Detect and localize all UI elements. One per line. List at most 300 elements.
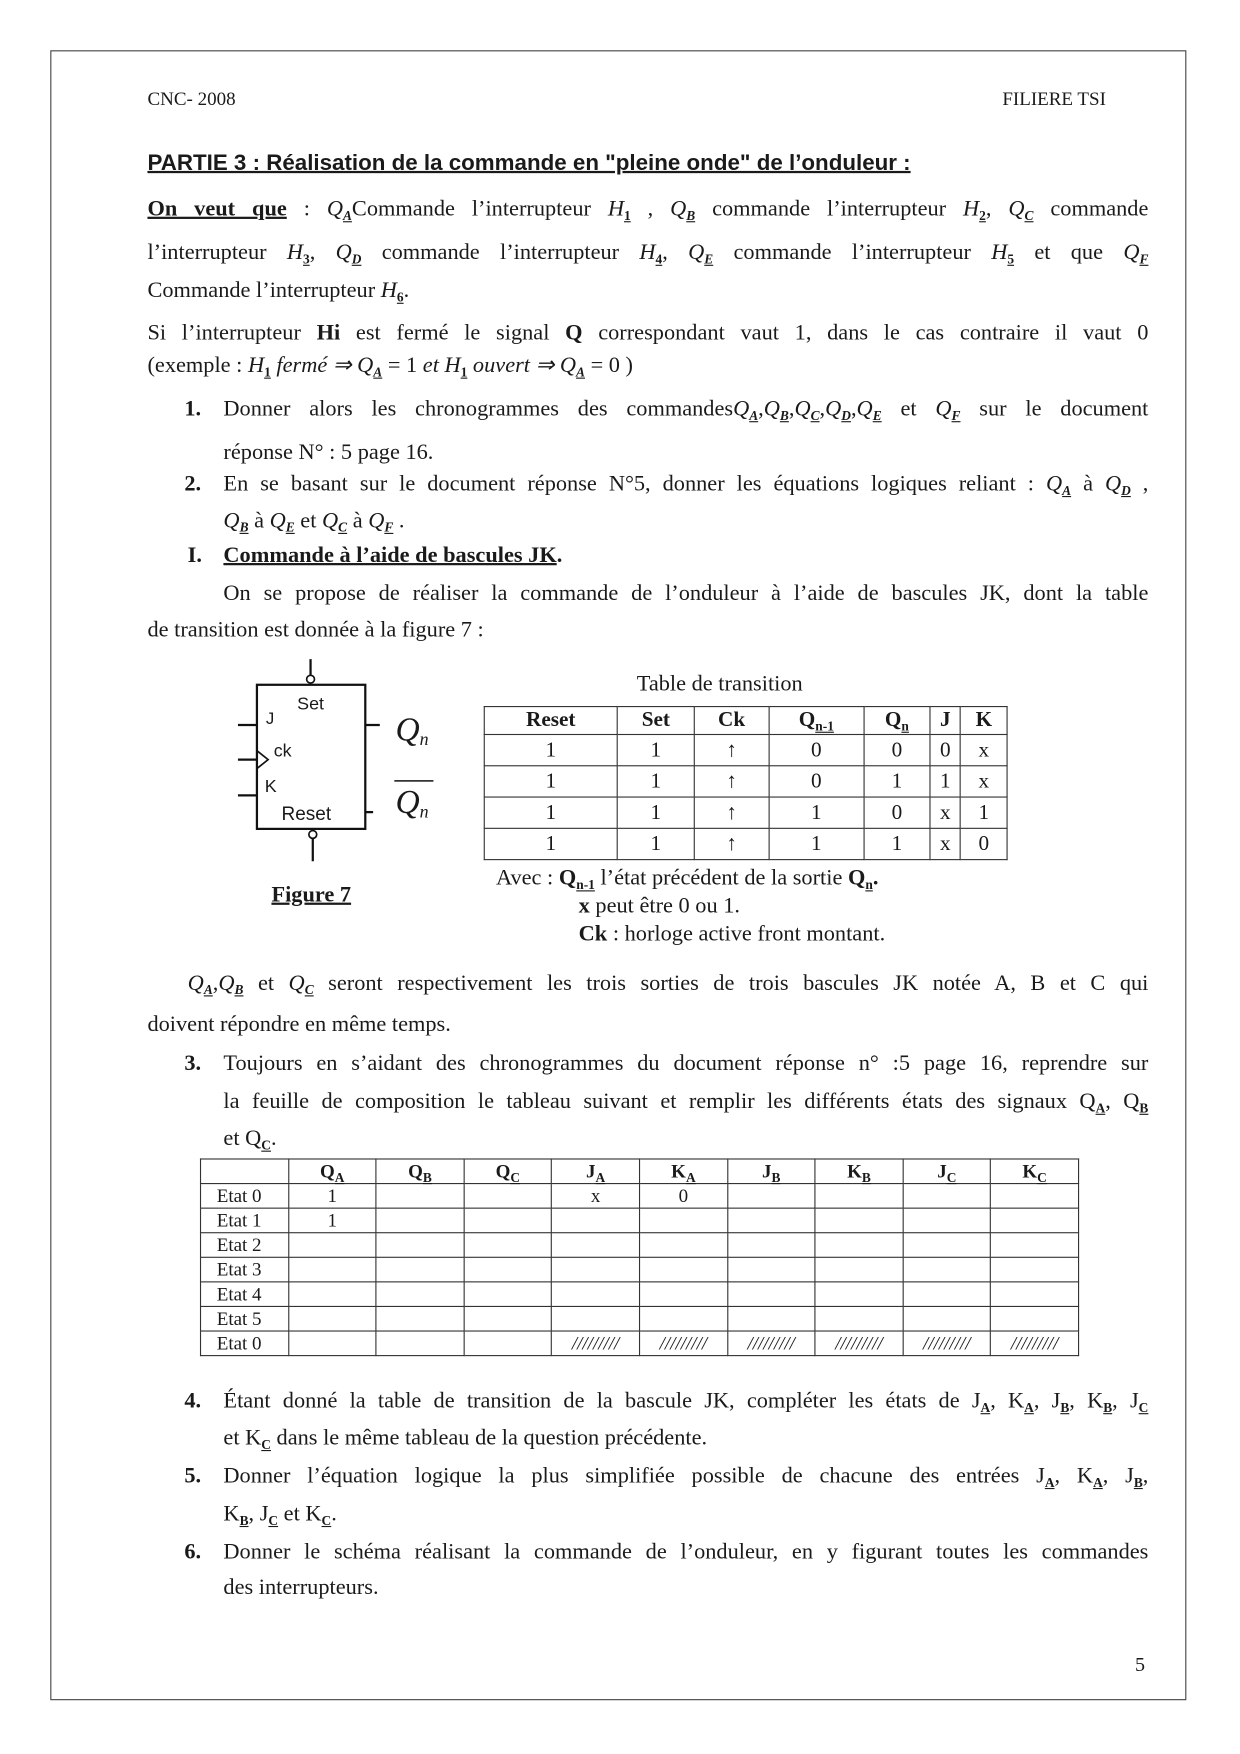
table-cell <box>640 1257 728 1282</box>
text-run: commande l’interrupteur <box>695 196 964 222</box>
text-run: Donner alors les chronogrammes des commandes <box>223 396 734 422</box>
text-run: Q <box>368 508 385 533</box>
text-run: Q <box>319 1160 335 1182</box>
text-run: réponse N° : 5 page 16. <box>223 440 434 465</box>
j-pin-label: J <box>265 709 275 729</box>
text-run: C <box>810 407 820 424</box>
text-run: . <box>872 865 879 891</box>
table-cell: 1 <box>288 1208 376 1233</box>
para-line <box>147 617 483 644</box>
text-run: E <box>285 519 295 536</box>
table-cell <box>727 1233 815 1258</box>
text-run: K <box>223 1501 240 1526</box>
text-run: Q <box>670 196 687 222</box>
table-cell <box>552 1208 640 1233</box>
text-run: B <box>1133 1474 1143 1491</box>
text-run: Q <box>495 1160 511 1182</box>
text-run: Q <box>223 508 240 533</box>
table-cell: ↑ <box>694 797 768 828</box>
table-cell <box>464 1306 552 1331</box>
table-cell <box>288 1282 376 1307</box>
row-label: Etat 1 <box>201 1208 289 1233</box>
text-run: et K <box>223 1425 262 1450</box>
text-run: Q <box>825 396 842 422</box>
ck-pin-label: ck <box>273 741 292 761</box>
column-header <box>640 1159 728 1184</box>
text-run: de transition est donnée à la figure 7 : <box>147 617 484 643</box>
text-run: , <box>212 970 219 996</box>
table-cell: 1 <box>864 766 930 797</box>
table-cell <box>464 1184 552 1209</box>
text-run: B <box>422 1169 432 1185</box>
text-run: B <box>686 207 696 224</box>
column-header <box>617 707 694 735</box>
table-cell <box>815 1257 903 1282</box>
text-run: l’interrupteur <box>147 240 287 265</box>
para-line <box>147 239 1148 266</box>
table-cell: 1 <box>617 828 694 859</box>
text-run: , <box>662 240 689 265</box>
text-run: = 1 <box>382 353 423 378</box>
text-run: H <box>607 196 624 222</box>
text-run: E <box>872 407 882 424</box>
table-header-row <box>484 707 1007 735</box>
question-2 <box>223 470 1148 497</box>
table-cell <box>903 1306 991 1331</box>
table-cell: ///////// <box>552 1331 640 1356</box>
text-run: , <box>985 196 1009 222</box>
text-run: , K <box>990 1388 1025 1414</box>
text-run: En se basant sur le document réponse N°5, donner les équations logiques reliant : <box>223 471 1046 496</box>
text-run: Q <box>935 396 952 422</box>
text-run: n-1 <box>576 876 595 893</box>
text-run: Q <box>1104 471 1122 496</box>
table-row <box>484 797 1007 828</box>
question-number: 6. <box>184 1539 202 1564</box>
text-run: B <box>1060 1399 1070 1416</box>
table-cell: ///////// <box>640 1331 728 1356</box>
table-cell <box>727 1208 815 1233</box>
table-cell: 1 <box>930 766 961 797</box>
text-run: Q <box>1045 471 1063 496</box>
row-label: Etat 0 <box>201 1331 289 1356</box>
text-run: B <box>1139 1100 1149 1116</box>
text-run: . <box>403 278 410 303</box>
text-run: Donner le schéma réalisant la commande de l’onduleur, en y figurant toutes les commandes <box>223 1539 1149 1564</box>
question-4 <box>223 1387 1148 1414</box>
text-run: Q <box>1008 196 1025 222</box>
table-cell <box>903 1282 991 1307</box>
table-cell <box>376 1282 464 1307</box>
table-header-row <box>201 1159 1079 1184</box>
k-pin-label: K <box>264 777 277 797</box>
table-row <box>201 1257 1079 1282</box>
text-run: Q <box>269 508 286 533</box>
table-row <box>484 766 1007 797</box>
table-cell: ↑ <box>694 734 768 765</box>
table-cell: 0 <box>864 797 930 828</box>
text-run: Q <box>335 240 352 265</box>
text-run: et <box>294 508 323 533</box>
text-run: C <box>321 1512 332 1529</box>
question-5 <box>223 1500 336 1527</box>
text-run: , J <box>1102 1463 1134 1488</box>
section-number: I. <box>187 542 202 568</box>
text-run: l’état précédent de la sortie <box>594 865 848 891</box>
text-run: commande <box>1033 196 1149 222</box>
table-cell <box>288 1306 376 1331</box>
states-table <box>200 1158 1079 1356</box>
table-cell <box>991 1257 1079 1282</box>
column-header <box>552 1159 640 1184</box>
text-run: Q <box>322 508 339 533</box>
text-run: A <box>1095 1100 1106 1116</box>
table-cell <box>640 1282 728 1307</box>
table-cell: 0 <box>961 828 1007 859</box>
text-run: commande l’interrupteur <box>713 240 992 265</box>
table-cell: 1 <box>484 766 617 797</box>
para-line <box>147 1011 450 1038</box>
para-line <box>147 195 1148 222</box>
question-number: 5. <box>184 1463 202 1488</box>
text-run: des interrupteurs. <box>223 1575 379 1600</box>
text-run: Q <box>218 970 235 996</box>
column-header <box>769 707 864 735</box>
table-row <box>201 1331 1079 1356</box>
column-header <box>815 1159 903 1184</box>
text-run: peut être 0 ou 1. <box>589 893 740 919</box>
text-run: C <box>304 981 314 998</box>
text-run: (exemple : <box>147 353 248 378</box>
table-cell: x <box>930 797 961 828</box>
text-run: à <box>347 508 369 533</box>
legend-line <box>579 893 740 920</box>
table-cell <box>815 1208 903 1233</box>
text-run: Commande à l’aide de bascules JK <box>223 542 557 568</box>
text-run: A <box>1044 1474 1055 1491</box>
para-line <box>147 277 409 304</box>
table-cell <box>991 1208 1079 1233</box>
text-run: , J <box>1033 1388 1061 1414</box>
table-cell: 0 <box>769 734 864 765</box>
question-4 <box>223 1424 707 1451</box>
question-1 <box>223 395 1148 422</box>
table-cell <box>727 1257 815 1282</box>
text-run: K <box>1022 1160 1038 1182</box>
table-cell <box>903 1233 991 1258</box>
column-header <box>930 707 961 735</box>
text-run: J <box>586 1160 596 1182</box>
text-run: x <box>578 893 590 919</box>
column-header <box>864 707 930 735</box>
text-run: J <box>761 1160 772 1182</box>
legend-line <box>579 920 886 947</box>
text-run: , <box>788 396 795 422</box>
table-row <box>484 734 1007 765</box>
text-run: fermé ⇒ <box>270 353 358 378</box>
table-cell: x <box>930 828 961 859</box>
text-run: A <box>749 407 759 424</box>
header-right: FILIERE TSI <box>1002 88 1106 110</box>
output-q-label: $Q_n$ <box>395 711 429 750</box>
question-5 <box>223 1462 1148 1489</box>
text-run: Q <box>688 240 705 265</box>
row-label: Etat 2 <box>201 1233 289 1258</box>
text-run: Q <box>326 196 343 222</box>
text-run: E <box>704 251 714 267</box>
table-row <box>201 1233 1079 1258</box>
table-cell <box>464 1208 552 1233</box>
table-cell: ///////// <box>903 1331 991 1356</box>
text-run: et K <box>278 1501 322 1526</box>
table-cell: 1 <box>864 828 930 859</box>
table-cell: 1 <box>484 828 617 859</box>
table-row <box>201 1282 1079 1307</box>
text-run: H <box>380 278 397 303</box>
header-left: CNC- 2008 <box>147 88 236 110</box>
text-run: Q <box>1123 240 1140 265</box>
column-header <box>991 1159 1079 1184</box>
text-run: J <box>937 1160 947 1182</box>
table-cell <box>727 1306 815 1331</box>
table-cell: 0 <box>930 734 961 765</box>
para-line <box>147 319 1148 346</box>
text-run: , <box>758 396 764 422</box>
text-run: C <box>1024 207 1034 224</box>
question-3 <box>223 1088 1148 1115</box>
table-cell <box>376 1233 464 1258</box>
text-run: . <box>556 542 563 568</box>
text-run: ouvert ⇒ <box>467 353 560 378</box>
table-cell: ↑ <box>694 828 768 859</box>
table-cell: 1 <box>484 734 617 765</box>
column-header <box>288 1159 376 1184</box>
text-run: C <box>510 1169 521 1185</box>
question-number: 4. <box>184 1388 202 1414</box>
table-cell: 1 <box>484 797 617 828</box>
text-run: , K <box>1054 1463 1094 1488</box>
text-run: B <box>239 1512 249 1529</box>
text-run: C <box>1037 1169 1047 1185</box>
question-3 <box>223 1050 1148 1077</box>
text-run: seront respectivement les trois sorties de trois bascules JK notée A, B et C qui <box>313 970 1149 996</box>
table-cell <box>464 1282 552 1307</box>
table-cell: 1 <box>617 734 694 765</box>
table-cell <box>552 1257 640 1282</box>
question-number: 3. <box>184 1051 202 1076</box>
text-run: Toujours en s’aidant des chronogrammes du document réponse n° :5 page 16, reprendre sur <box>223 1051 1149 1076</box>
table-cell: 1 <box>617 797 694 828</box>
text-run: sur le document <box>960 396 1149 422</box>
text-run: Hi <box>316 320 341 346</box>
text-run: , Q <box>1105 1089 1140 1114</box>
text-run: Commande l’interrupteur <box>147 278 381 303</box>
text-run: B <box>239 519 249 536</box>
jk-flipflop-diagram <box>223 654 469 872</box>
text-run: Q <box>408 1160 423 1182</box>
text-run: et <box>243 970 289 996</box>
text-run: Avec : <box>495 865 559 891</box>
text-run: n <box>865 876 873 893</box>
text-run: B <box>779 407 789 424</box>
text-run: K <box>671 1160 686 1182</box>
table-cell <box>640 1233 728 1258</box>
table-cell: ///////// <box>815 1331 903 1356</box>
text-run: , <box>850 396 857 422</box>
table-cell <box>640 1208 728 1233</box>
text-run: A <box>595 1169 606 1185</box>
text-run: F <box>951 407 961 424</box>
table-cell <box>288 1331 376 1356</box>
text-run: Si l’interrupteur <box>147 320 317 346</box>
figure-caption: Figure 7 <box>271 882 352 908</box>
text-run: D <box>1121 482 1131 499</box>
question-6 <box>223 1538 1148 1565</box>
text-run: , <box>1142 1463 1149 1488</box>
text-run: Q <box>733 396 750 422</box>
text-run: A <box>203 981 213 998</box>
table-cell <box>991 1282 1079 1307</box>
text-run: On se propose de réaliser la commande de l’onduleur à l’aide de bascules JK, dont la table <box>223 580 1149 606</box>
table-row <box>201 1208 1079 1233</box>
text-run: C <box>261 1137 271 1153</box>
section-title: PARTIE 3 : Réalisation de la commande en "pleine onde" de l’onduleur : <box>147 150 911 176</box>
table-cell <box>815 1306 903 1331</box>
column-header <box>727 1159 815 1184</box>
text-run: K <box>847 1160 862 1182</box>
output-q-bar-label: $Q_n$ <box>395 784 429 823</box>
table-cell <box>991 1233 1079 1258</box>
text-run: à <box>1071 471 1105 496</box>
text-run: , J <box>248 1501 269 1526</box>
table-cell <box>552 1306 640 1331</box>
text-run: B <box>1103 1399 1113 1416</box>
table-cell <box>903 1184 991 1209</box>
table-row <box>201 1184 1079 1209</box>
table-cell <box>464 1233 552 1258</box>
text-run: correspondant vaut 1, dans le cas contraire il vaut 0 <box>582 320 1149 346</box>
reset-pin-label: Reset <box>281 803 332 825</box>
text-run: Q <box>558 865 577 891</box>
table-cell: x <box>961 766 1007 797</box>
text-run: Commande l’interrupteur <box>351 196 608 222</box>
text-run: D <box>841 407 851 424</box>
text-run: Q <box>798 708 816 732</box>
question-number: 2. <box>184 471 202 496</box>
text-run: et <box>422 353 445 378</box>
text-run: A <box>334 1169 345 1185</box>
text-run: Q <box>357 353 374 378</box>
text-run: Ck <box>718 708 746 732</box>
text-run: D <box>351 251 362 267</box>
text-run: Q <box>763 396 780 422</box>
text-run: est fermé le signal <box>340 320 566 346</box>
text-run: A <box>1062 482 1072 499</box>
text-run: B <box>234 981 244 998</box>
text-run: 1 <box>264 364 271 380</box>
legend-line <box>496 865 878 892</box>
text-run: A <box>342 207 352 224</box>
text-run: F <box>384 519 394 536</box>
row-label: Etat 4 <box>201 1282 289 1307</box>
text-run: , <box>309 240 336 265</box>
table-cell <box>376 1331 464 1356</box>
text-run: et <box>881 396 936 422</box>
text-run: B <box>861 1169 871 1185</box>
table-cell <box>376 1208 464 1233</box>
text-run: n <box>901 718 909 734</box>
text-run: . <box>393 508 405 533</box>
table-cell <box>464 1257 552 1282</box>
text-run: et que <box>1014 240 1124 265</box>
table-cell: ↑ <box>694 766 768 797</box>
table-row <box>484 828 1007 859</box>
text-run: B <box>771 1169 781 1185</box>
table-cell <box>640 1306 728 1331</box>
page-number: 5 <box>1134 1653 1146 1676</box>
table-cell: 1 <box>769 828 864 859</box>
row-label: Etat 0 <box>201 1184 289 1209</box>
row-label: Etat 5 <box>201 1306 289 1331</box>
question-number: 1. <box>184 396 202 422</box>
question-3 <box>223 1125 276 1152</box>
text-run: et Q <box>223 1126 262 1151</box>
column-header <box>694 707 768 735</box>
text-run: 4 <box>655 251 663 267</box>
table-cell: 1 <box>288 1184 376 1209</box>
text-run: C <box>946 1169 957 1185</box>
text-run: Set <box>641 708 670 732</box>
text-run: Q <box>559 353 577 378</box>
text-run: , <box>819 396 826 422</box>
para-line <box>223 580 1148 607</box>
table-cell <box>903 1208 991 1233</box>
text-run: J <box>939 708 951 732</box>
text-run: Q <box>856 396 873 422</box>
text-run: Q <box>847 865 866 891</box>
text-run: 1 <box>460 364 468 380</box>
text-run: , <box>1130 471 1149 496</box>
table-cell: ///////// <box>991 1331 1079 1356</box>
text-run: Q <box>565 320 583 346</box>
text-run: A <box>1024 1399 1034 1416</box>
column-header <box>903 1159 991 1184</box>
table-row <box>201 1306 1079 1331</box>
text-run: . <box>331 1501 337 1526</box>
text-run: doivent répondre en même temps. <box>147 1012 451 1037</box>
table-cell <box>376 1257 464 1282</box>
text-run: , J <box>1112 1388 1139 1414</box>
table-cell <box>288 1257 376 1282</box>
text-run: H <box>247 353 265 378</box>
column-header <box>961 707 1007 735</box>
table-cell <box>727 1184 815 1209</box>
table-cell: 0 <box>640 1184 728 1209</box>
text-run: C <box>338 519 348 536</box>
subsection-title <box>223 542 562 569</box>
text-run: 5 <box>1007 251 1015 267</box>
transition-table <box>484 706 1008 860</box>
text-run: : horloge active front montant. <box>607 921 886 947</box>
table-cell <box>376 1306 464 1331</box>
table-cell: 1 <box>769 797 864 828</box>
para-line <box>188 970 1149 997</box>
text-run: 6 <box>396 289 404 305</box>
text-run: 3 <box>302 251 310 267</box>
text-run: On veut que <box>147 196 287 222</box>
table-cell <box>288 1233 376 1258</box>
text-run: Donner l’équation logique la plus simplifiée possible de chacune des entrées J <box>223 1463 1045 1488</box>
